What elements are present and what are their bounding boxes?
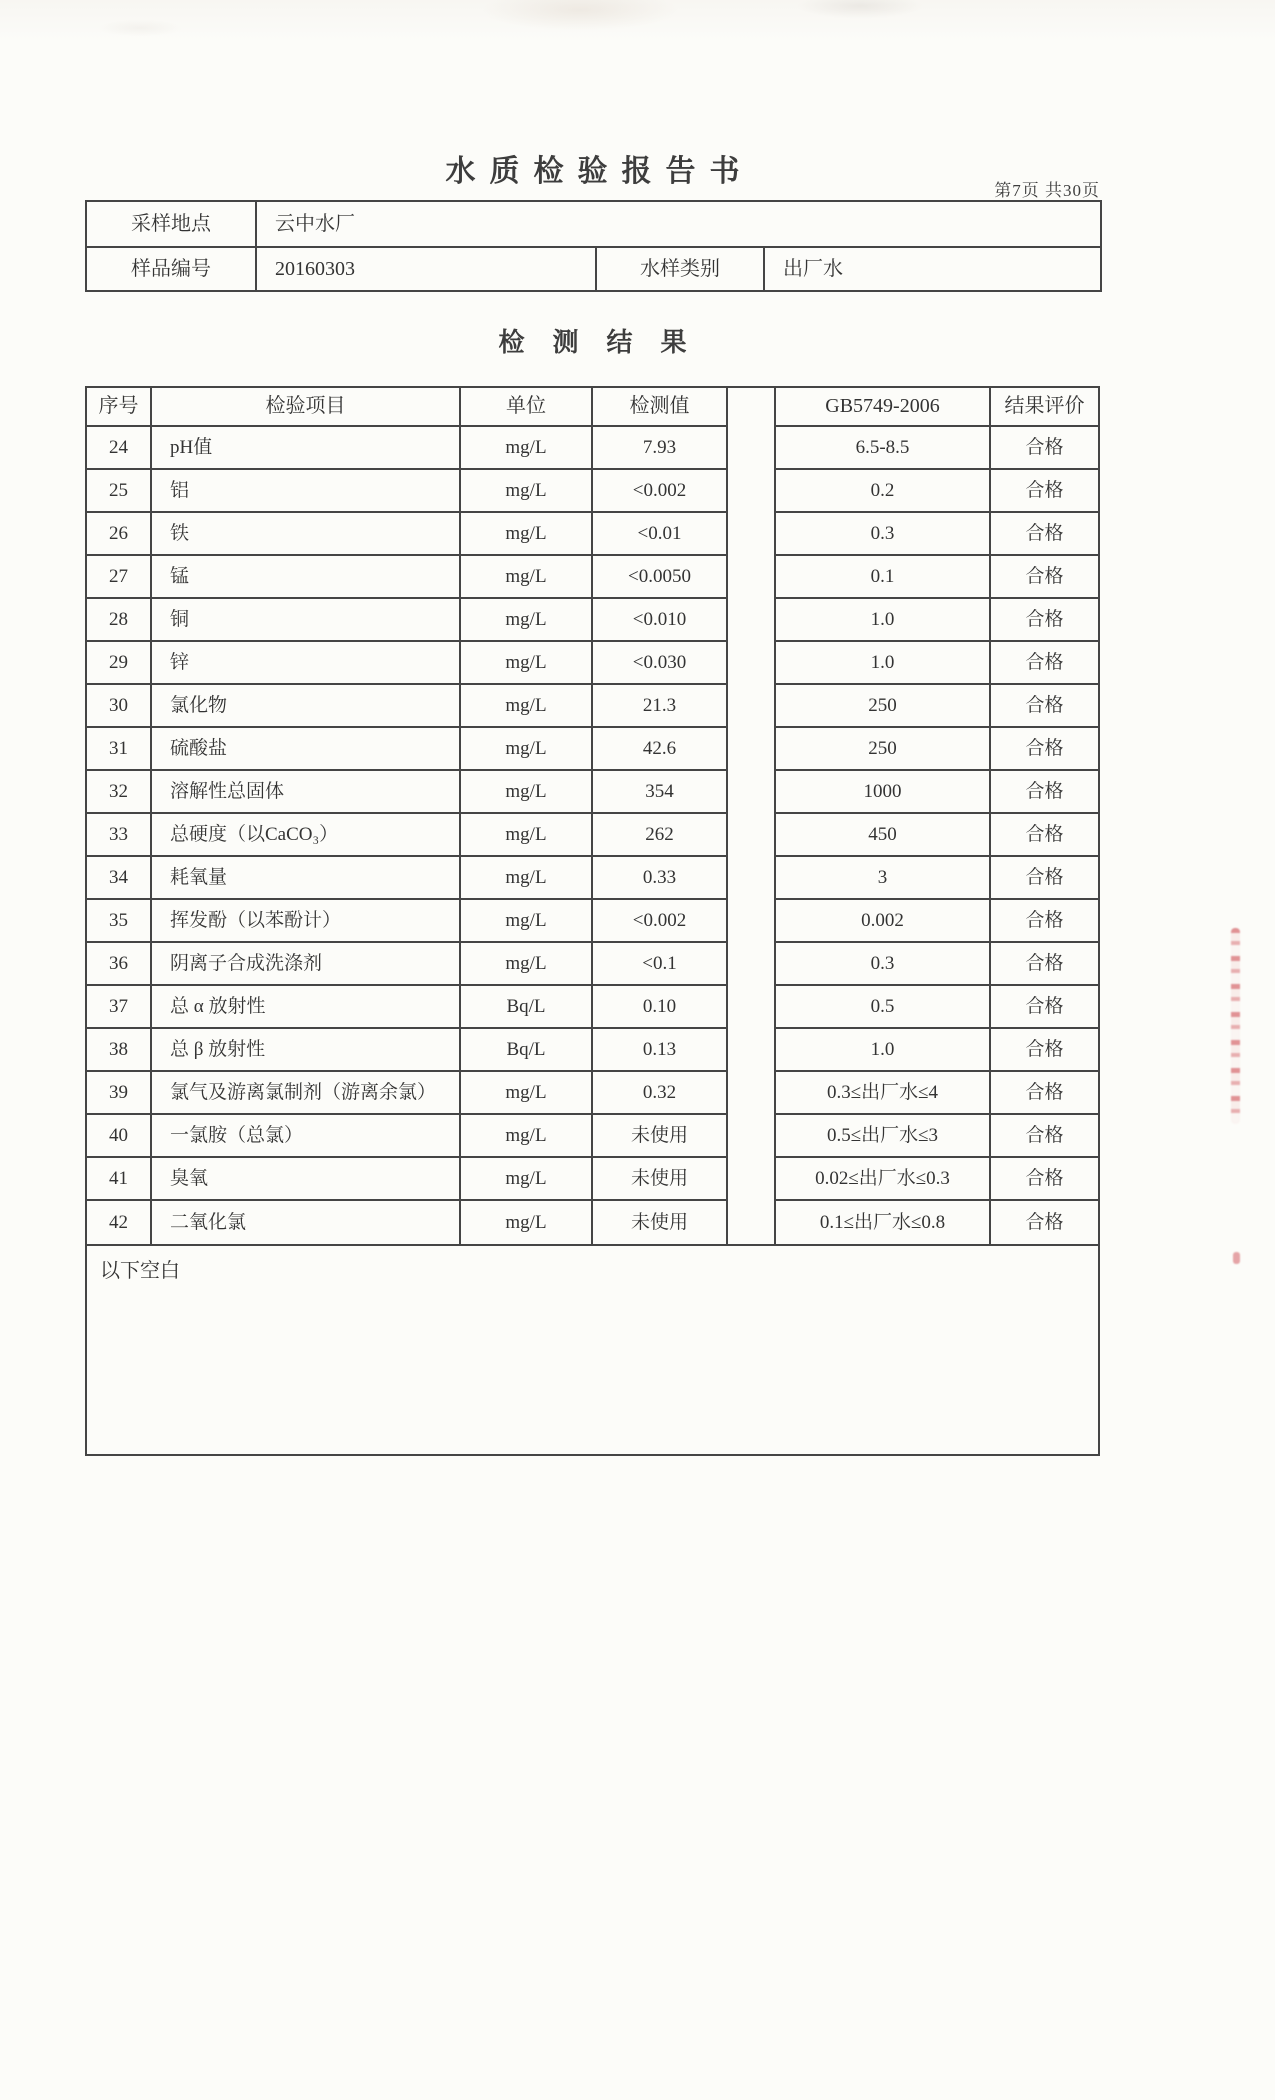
- cell-standard: 1.0: [774, 642, 991, 685]
- cell-standard: 1.0: [774, 1029, 991, 1072]
- cell-spacer: [728, 943, 774, 986]
- header-evaluation: 结果评价: [991, 386, 1100, 427]
- cell-unit: mg/L: [461, 728, 593, 771]
- cell-spacer: [728, 685, 774, 728]
- cell-item: 铁: [152, 513, 461, 556]
- cell-value: 未使用: [593, 1158, 728, 1201]
- cell-spacer: [728, 1158, 774, 1201]
- cell-item: 总硬度（以CaCO₃）: [152, 814, 461, 857]
- cell-spacer: [728, 1029, 774, 1072]
- cell-no: 25: [85, 470, 152, 513]
- cell-unit: mg/L: [461, 685, 593, 728]
- cell-spacer: [728, 771, 774, 814]
- cell-spacer: [728, 427, 774, 470]
- cell-standard: 250: [774, 685, 991, 728]
- cell-item: 总 β 放射性: [152, 1029, 461, 1072]
- cell-spacer: [728, 986, 774, 1029]
- cell-value: <0.01: [593, 513, 728, 556]
- cell-evaluation: 合格: [991, 771, 1100, 814]
- cell-value: 42.6: [593, 728, 728, 771]
- cell-item: 铝: [152, 470, 461, 513]
- cell-value: 0.33: [593, 857, 728, 900]
- cell-spacer: [728, 556, 774, 599]
- cell-no: 24: [85, 427, 152, 470]
- cell-no: 30: [85, 685, 152, 728]
- cell-value: 7.93: [593, 427, 728, 470]
- cell-evaluation: 合格: [991, 427, 1100, 470]
- cell-spacer: [728, 814, 774, 857]
- cell-item: 阴离子合成洗涤剂: [152, 943, 461, 986]
- cell-unit: mg/L: [461, 642, 593, 685]
- sample-number-label: 样品编号: [85, 248, 257, 292]
- cell-standard: 6.5-8.5: [774, 427, 991, 470]
- cell-spacer: [728, 857, 774, 900]
- cell-evaluation: 合格: [991, 685, 1100, 728]
- cell-standard: 0.2: [774, 470, 991, 513]
- cell-evaluation: 合格: [991, 1029, 1100, 1072]
- cell-no: 37: [85, 986, 152, 1029]
- cell-value: <0.002: [593, 900, 728, 943]
- cell-spacer: [728, 1201, 774, 1244]
- cell-unit: mg/L: [461, 1158, 593, 1201]
- cell-standard: 0.3≤出厂水≤4: [774, 1072, 991, 1115]
- cell-no: 34: [85, 857, 152, 900]
- header-item: 检验项目: [152, 386, 461, 427]
- cell-standard: 1000: [774, 771, 991, 814]
- scan-artifact-top: [0, 0, 1275, 70]
- cell-unit: Bq/L: [461, 986, 593, 1029]
- water-type-label: 水样类别: [597, 248, 765, 292]
- cell-unit: mg/L: [461, 943, 593, 986]
- cell-item: 二氧化氯: [152, 1201, 461, 1244]
- header-value: 检测值: [593, 386, 728, 427]
- cell-spacer: [728, 513, 774, 556]
- cell-standard: 450: [774, 814, 991, 857]
- cell-standard: 0.002: [774, 900, 991, 943]
- cell-item: 锰: [152, 556, 461, 599]
- cell-unit: mg/L: [461, 857, 593, 900]
- cell-standard: 0.1: [774, 556, 991, 599]
- cell-evaluation: 合格: [991, 1115, 1100, 1158]
- cell-no: 32: [85, 771, 152, 814]
- cell-value: 0.13: [593, 1029, 728, 1072]
- cell-spacer: [728, 642, 774, 685]
- cell-standard: 1.0: [774, 599, 991, 642]
- cell-no: 28: [85, 599, 152, 642]
- cell-value: 354: [593, 771, 728, 814]
- cell-item: 溶解性总固体: [152, 771, 461, 814]
- cell-spacer: [728, 1072, 774, 1115]
- cell-no: 42: [85, 1201, 152, 1244]
- cell-evaluation: 合格: [991, 728, 1100, 771]
- sample-location-value: 云中水厂: [257, 200, 1102, 248]
- cell-value: 0.10: [593, 986, 728, 1029]
- cell-evaluation: 合格: [991, 556, 1100, 599]
- cell-evaluation: 合格: [991, 900, 1100, 943]
- cell-no: 39: [85, 1072, 152, 1115]
- cell-value: <0.010: [593, 599, 728, 642]
- cell-value: <0.1: [593, 943, 728, 986]
- cell-no: 33: [85, 814, 152, 857]
- header-standard: GB5749-2006: [774, 386, 991, 427]
- cell-item: 锌: [152, 642, 461, 685]
- cell-no: 38: [85, 1029, 152, 1072]
- cell-unit: mg/L: [461, 599, 593, 642]
- water-type-value: 出厂水: [765, 248, 1102, 292]
- cell-evaluation: 合格: [991, 513, 1100, 556]
- cell-unit: mg/L: [461, 1072, 593, 1115]
- cell-evaluation: 合格: [991, 1201, 1100, 1244]
- sample-info-table: [85, 200, 1102, 292]
- cell-evaluation: 合格: [991, 470, 1100, 513]
- red-ink-artifact: [1231, 928, 1240, 1124]
- cell-unit: mg/L: [461, 814, 593, 857]
- cell-standard: 0.5≤出厂水≤3: [774, 1115, 991, 1158]
- cell-item: 耗氧量: [152, 857, 461, 900]
- cell-no: 31: [85, 728, 152, 771]
- page-title: 水质检验报告书: [445, 155, 754, 188]
- cell-item: 总 α 放射性: [152, 986, 461, 1029]
- cell-evaluation: 合格: [991, 642, 1100, 685]
- cell-unit: mg/L: [461, 1201, 593, 1244]
- cell-value: 0.32: [593, 1072, 728, 1115]
- cell-evaluation: 合格: [991, 814, 1100, 857]
- cell-no: 29: [85, 642, 152, 685]
- cell-unit: mg/L: [461, 513, 593, 556]
- page-number: 第7页 共30页: [994, 181, 1100, 200]
- cell-standard: 250: [774, 728, 991, 771]
- header-no: 序号: [85, 386, 152, 427]
- cell-unit: mg/L: [461, 771, 593, 814]
- cell-standard: 0.1≤出厂水≤0.8: [774, 1201, 991, 1244]
- cell-evaluation: 合格: [991, 1158, 1100, 1201]
- cell-unit: Bq/L: [461, 1029, 593, 1072]
- cell-no: 27: [85, 556, 152, 599]
- cell-value: 262: [593, 814, 728, 857]
- cell-item: 硫酸盐: [152, 728, 461, 771]
- sample-number-value: 20160303: [257, 248, 597, 292]
- cell-no: 40: [85, 1115, 152, 1158]
- cell-unit: mg/L: [461, 470, 593, 513]
- header-spacer: [728, 386, 774, 427]
- cell-spacer: [728, 599, 774, 642]
- cell-evaluation: 合格: [991, 599, 1100, 642]
- cell-evaluation: 合格: [991, 857, 1100, 900]
- cell-spacer: [728, 1115, 774, 1158]
- cell-evaluation: 合格: [991, 1072, 1100, 1115]
- cell-unit: mg/L: [461, 427, 593, 470]
- blank-below-note: 以下空白: [85, 1244, 1100, 1456]
- cell-standard: 0.3: [774, 513, 991, 556]
- cell-standard: 0.3: [774, 943, 991, 986]
- cell-spacer: [728, 728, 774, 771]
- cell-item: 氯化物: [152, 685, 461, 728]
- cell-item: 挥发酚（以苯酚计）: [152, 900, 461, 943]
- cell-standard: 3: [774, 857, 991, 900]
- sample-location-label: 采样地点: [85, 200, 257, 248]
- cell-no: 26: [85, 513, 152, 556]
- cell-item: 氯气及游离氯制剂（游离余氯）: [152, 1072, 461, 1115]
- cell-unit: mg/L: [461, 900, 593, 943]
- cell-standard: 0.5: [774, 986, 991, 1029]
- cell-value: <0.002: [593, 470, 728, 513]
- cell-evaluation: 合格: [991, 986, 1100, 1029]
- cell-no: 36: [85, 943, 152, 986]
- cell-item: pH值: [152, 427, 461, 470]
- cell-value: <0.030: [593, 642, 728, 685]
- cell-standard: 0.02≤出厂水≤0.3: [774, 1158, 991, 1201]
- cell-spacer: [728, 900, 774, 943]
- cell-unit: mg/L: [461, 1115, 593, 1158]
- cell-no: 35: [85, 900, 152, 943]
- cell-spacer: [728, 470, 774, 513]
- cell-item: 一氯胺（总氯）: [152, 1115, 461, 1158]
- header-unit: 单位: [461, 386, 593, 427]
- results-table: [85, 386, 1100, 1456]
- cell-item: 铜: [152, 599, 461, 642]
- cell-item: 臭氧: [152, 1158, 461, 1201]
- cell-no: 41: [85, 1158, 152, 1201]
- cell-value: 21.3: [593, 685, 728, 728]
- cell-value: <0.0050: [593, 556, 728, 599]
- cell-value: 未使用: [593, 1115, 728, 1158]
- cell-unit: mg/L: [461, 556, 593, 599]
- cell-value: 未使用: [593, 1201, 728, 1244]
- section-title: 检测结果: [498, 328, 715, 357]
- red-ink-dot-artifact: [1233, 1252, 1240, 1264]
- cell-evaluation: 合格: [991, 943, 1100, 986]
